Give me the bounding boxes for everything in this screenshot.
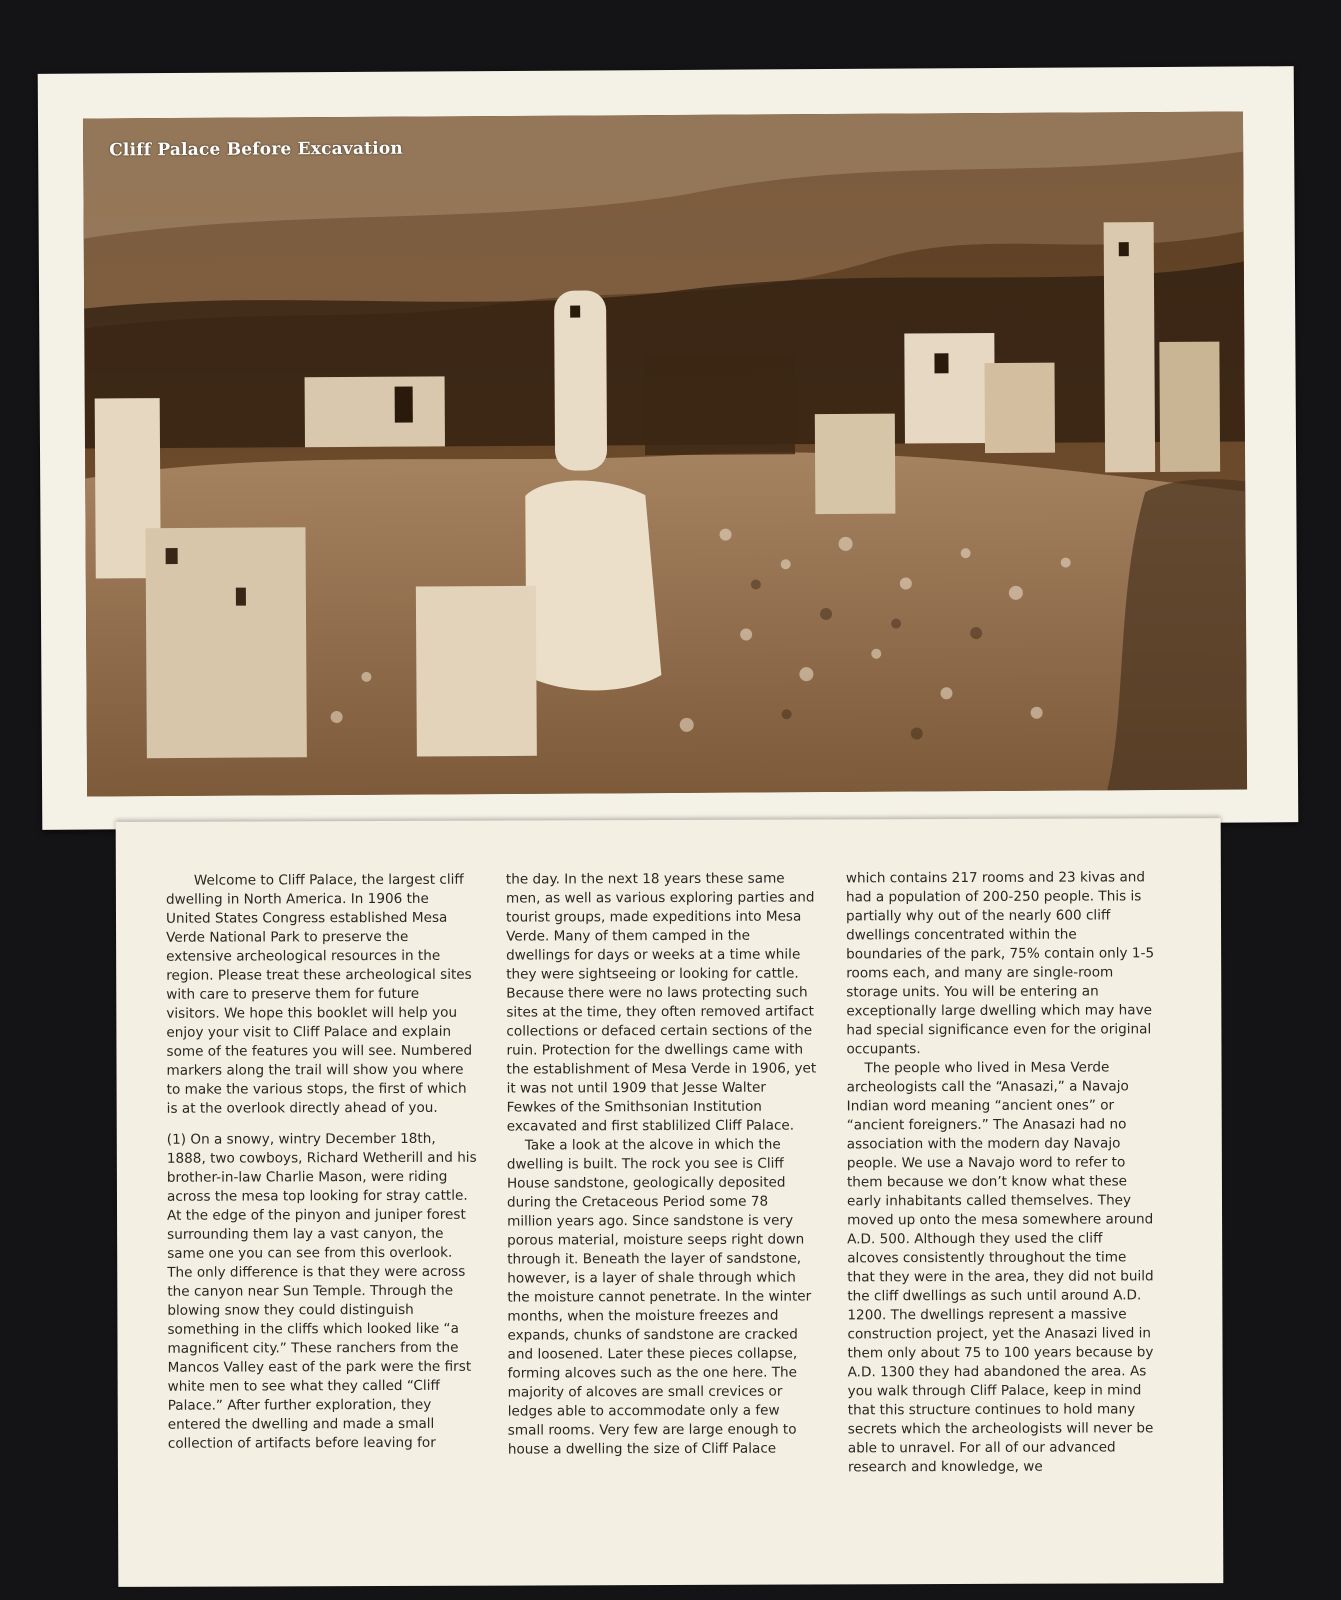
cliff-palace-photo (83, 111, 1247, 796)
paragraph: The people who lived in Mesa Verde archeologists call the “Anasazi,” a Navajo Indian word meaning “ancient ones” or “ancient foreigners.” The Anasazi had no association with the modern day Navajo people. We use a Navajo word to refer to them because we don’t know what these early inhabitants called themselves. They moved up onto the mesa somewhere around A.D. 500. Although they used the cliff alcoves consistently throughout the time that they were in the area, they did not build the cliff dwellings as such until around A.D. 1200. The dwellings represent a massive construction project, yet the Anasazi lived in them only about 75 to 100 years because by A.D. 1300 they had abandoned the area. As you walk through Cliff Palace, keep in mind that this structure continues to hold many secrets which the archeologists will never be able to unravel. For all of our advanced research and knowledge, we (846, 1059, 1154, 1476)
photo-caption: Cliff Palace Before Excavation (109, 138, 404, 161)
text-column-1 (166, 871, 478, 1562)
paragraph: Welcome to Cliff Palace, the largest cliff dwelling in North America. In 1906 the United States Congress established Mesa Verde National Park to preserve the extensive archeological resources in the region. Please treat these archeological sites with care to preserve them for future visitors. We hope this booklet will help you enjoy your visit to Cliff Palace and explain some of the features you will see. Numbered markers along the trail will show you where to make the various stops, the first of which is at the overlook directly ahead of you. (165, 871, 473, 1117)
cliff-palace-photo-image (83, 111, 1247, 796)
paragraph: the day. In the next 18 years these same men, as well as various exploring parties and tourist groups, made expeditions into Mesa Verde. Many of them camped in the dwellings for days or weeks at a time while they were sightseeing or looking for cattle. Because there were no laws protecting such sites at the time, they often removed artifact collections or defaced certain sections of the ruin. Protection for the dwellings came with the establishment of Mesa Verde in 1906, yet it was not until 1909 that Jesse Walter Fewkes of the Smithsonian Institution excavated and first stablilized Cliff Palace. (505, 870, 817, 1135)
text-column-2 (506, 869, 818, 1560)
body-text (166, 868, 1158, 1561)
paragraph: (1) On a snowy, wintry December 18th, 1888, two cowboys, Richard Wetherill and his brother-in-law Charlie Mason, were riding across the mesa top looking for stray cattle. At the edge of the pinyon and juniper forest surrounding them lay a vast canyon, the same one you can see from this overlook. The only difference is that they were across the canyon near Sun Temple. Through the blowing snow they could distinguish something in the cliffs which looked like “a magnificent city.” These ranchers from the Mancos Valley east of the park were the first white men to see what they called “Cliff Palace.” After further exploration, they entered the dwelling and made a small collection of artifacts before leaving for (166, 1130, 477, 1452)
booklet-bottom-page (116, 818, 1224, 1587)
paragraph: which contains 217 rooms and 23 kivas and had a population of 200-250 people. This is partially why out of the nearly 600 cliff dwellings concentrated within the boundaries of the park, 75% contain only 1-5 rooms each, and many are single-room storage units. You will be entering an exceptionally large dwelling which may have had special significance even for the original occupants. (845, 869, 1155, 1058)
booklet-top-page (38, 66, 1299, 830)
text-column-3 (846, 868, 1158, 1559)
paragraph: Take a look at the alcove in which the dwelling is built. The rock you see is Cliff House sandstone, geologically deposited during the Cretaceous Period some 78 million years ago. Since sandstone is very porous material, moisture seeps right down through it. Beneath the layer of sandstone, however, is a layer of shale through which the moisture cannot penetrate. In the winter months, when the moisture freezes and expands, chunks of sandstone are cracked and loosened. Later these pieces collapse, forming alcoves such as the one here. The majority of alcoves are small crevices or ledges able to accommodate only a few small rooms. Very few are large enough to house a dwelling the size of Cliff Palace (506, 1136, 812, 1458)
